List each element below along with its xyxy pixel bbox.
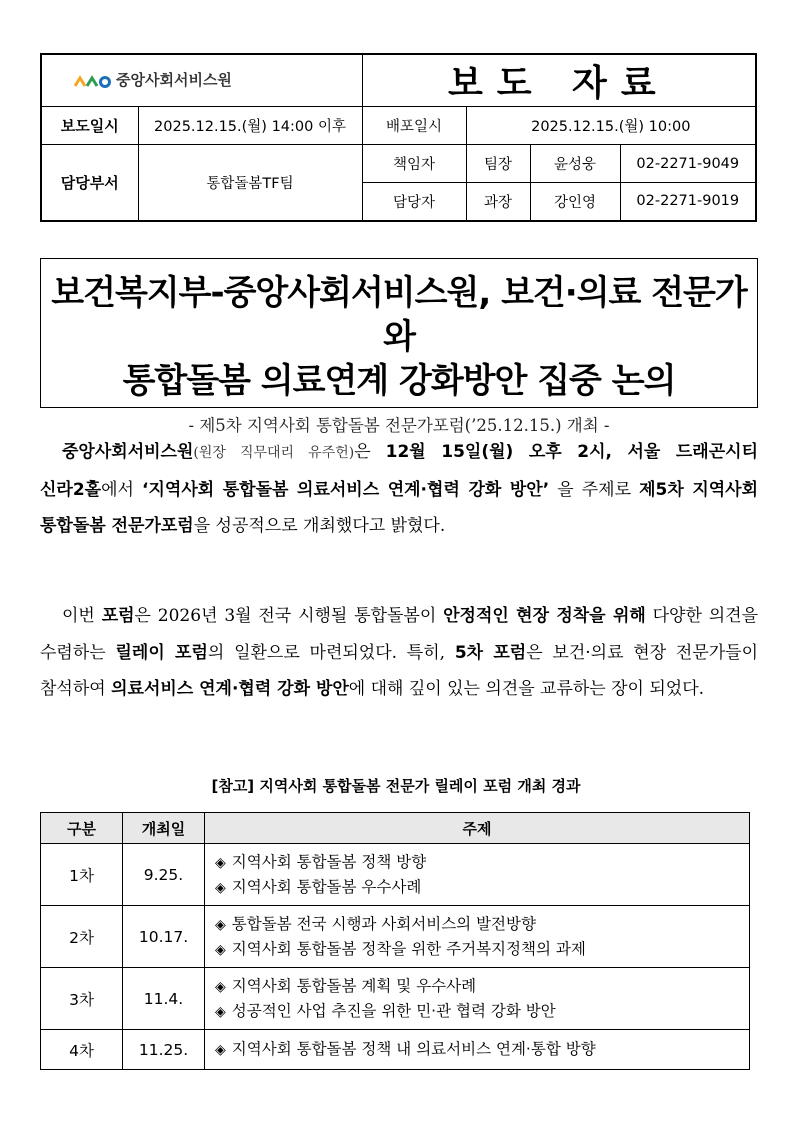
dept-value: 통합돌봄TF팀 xyxy=(138,145,362,221)
headline-line-2: 통합돌봄 의료연계 강화방안 집중 논의 xyxy=(122,361,676,401)
logo-text: 중앙사회서비스원 xyxy=(116,71,232,90)
column-header: 구분 xyxy=(41,813,123,844)
headline-box xyxy=(40,258,758,435)
document-type-title: 보도 자료 xyxy=(362,54,756,107)
diamond-bullet-icon: ◈ xyxy=(215,854,226,871)
logo-mark-icon xyxy=(74,72,112,88)
round-cell: 4차 xyxy=(41,1030,123,1070)
organization-logo xyxy=(74,69,232,90)
contact-role: 담당자 xyxy=(362,183,466,221)
contact-title: 과장 xyxy=(466,183,530,221)
press-header-table xyxy=(40,53,757,222)
topic-cell: ◈ 지역사회 통합돌봄 정책 내 의료서비스 연계·통합 방향 xyxy=(205,1030,750,1070)
topic-cell: ◈ 지역사회 통합돌봄 계획 및 우수사례 ◈ 성공적인 사업 추진을 위한 민·관 협력 강화 방안 xyxy=(205,968,750,1030)
headline-line-1: 보건복지부-중앙사회서비스원, 보건·의료 전문가와 xyxy=(51,273,747,357)
forum-history-table xyxy=(40,812,750,1070)
diamond-bullet-icon: ◈ xyxy=(215,1042,226,1058)
contact-name: 윤성웅 xyxy=(530,145,620,183)
contact-phone: 02-2271-9019 xyxy=(620,183,756,221)
diamond-bullet-icon: ◈ xyxy=(215,916,226,933)
diamond-bullet-icon: ◈ xyxy=(215,978,226,995)
date-cell: 9.25. xyxy=(123,844,205,906)
table-row xyxy=(41,844,750,906)
table-row xyxy=(41,906,750,968)
dept-label: 담당부서 xyxy=(41,145,138,221)
contact-phone: 02-2271-9049 xyxy=(620,145,756,183)
org-name: 중앙사회서비스원 xyxy=(62,442,194,462)
body-paragraph-2: 이번 포럼은 2026년 3월 전국 시행될 통합돌봄이 안정적인 현장 정착을 위해 다양한 의견을 수렴하는 릴레이 포럼의 일환으로 마련되었다. 특히, 5차 포럼은 보건·의료 현장 전문가들이 참석하여 의료서비스 연계·협력 강화 방안에 대해 깊이 있는 의견을 교류하는 장이 되었다. xyxy=(40,606,759,699)
round-cell: 1차 xyxy=(41,844,123,906)
release-value: 2025.12.15.(월) 14:00 이후 xyxy=(138,107,362,145)
date-cell: 11.4. xyxy=(123,968,205,1030)
date-cell: 10.17. xyxy=(123,906,205,968)
diamond-bullet-icon: ◈ xyxy=(215,941,226,958)
contact-title: 팀장 xyxy=(466,145,530,183)
column-header: 주제 xyxy=(205,813,750,844)
contact-name: 강인영 xyxy=(530,183,620,221)
date-cell: 11.25. xyxy=(123,1030,205,1070)
distribution-label: 배포일시 xyxy=(362,107,466,145)
round-cell: 2차 xyxy=(41,906,123,968)
distribution-value: 2025.12.15.(월) 10:00 xyxy=(466,107,756,145)
table-row xyxy=(41,1030,750,1070)
topic-cell: ◈ 통합돌봄 전국 시행과 사회서비스의 발전방향 ◈ 지역사회 통합돌봄 정착을 위한 주거복지정책의 과제 xyxy=(205,906,750,968)
table-row xyxy=(41,968,750,1030)
headline-subtitle: - 제5차 지역사회 통합돌봄 전문가포럼(’25.12.15.) 개최 - xyxy=(188,416,610,435)
column-header: 개최일 xyxy=(123,813,205,844)
reference-caption: [참고] 지역사회 통합돌봄 전문가 릴레이 포럼 개최 경과 xyxy=(211,777,581,795)
release-label: 보도일시 xyxy=(41,107,138,145)
body-paragraph-1: 중앙사회서비스원(원장 직무대리 유주헌)은 12월 15일(월) 오후 2시, 서울 드래곤시티 신라2홀에서 ‘지역사회 통합돌봄 의료서비스 연계·협력 강화 방안’ 을 주제로 제5차 지역사회 통합돌봄 전문가포럼을 성공적으로 개최했다고 밝혔다. xyxy=(40,442,759,536)
diamond-bullet-icon: ◈ xyxy=(215,1003,226,1020)
contact-role: 책임자 xyxy=(362,145,466,183)
diamond-bullet-icon: ◈ xyxy=(215,879,226,896)
round-cell: 3차 xyxy=(41,968,123,1030)
logo-cell xyxy=(41,54,362,107)
topic-cell: ◈ 지역사회 통합돌봄 정책 방향 ◈ 지역사회 통합돌봄 우수사례 xyxy=(205,844,750,906)
